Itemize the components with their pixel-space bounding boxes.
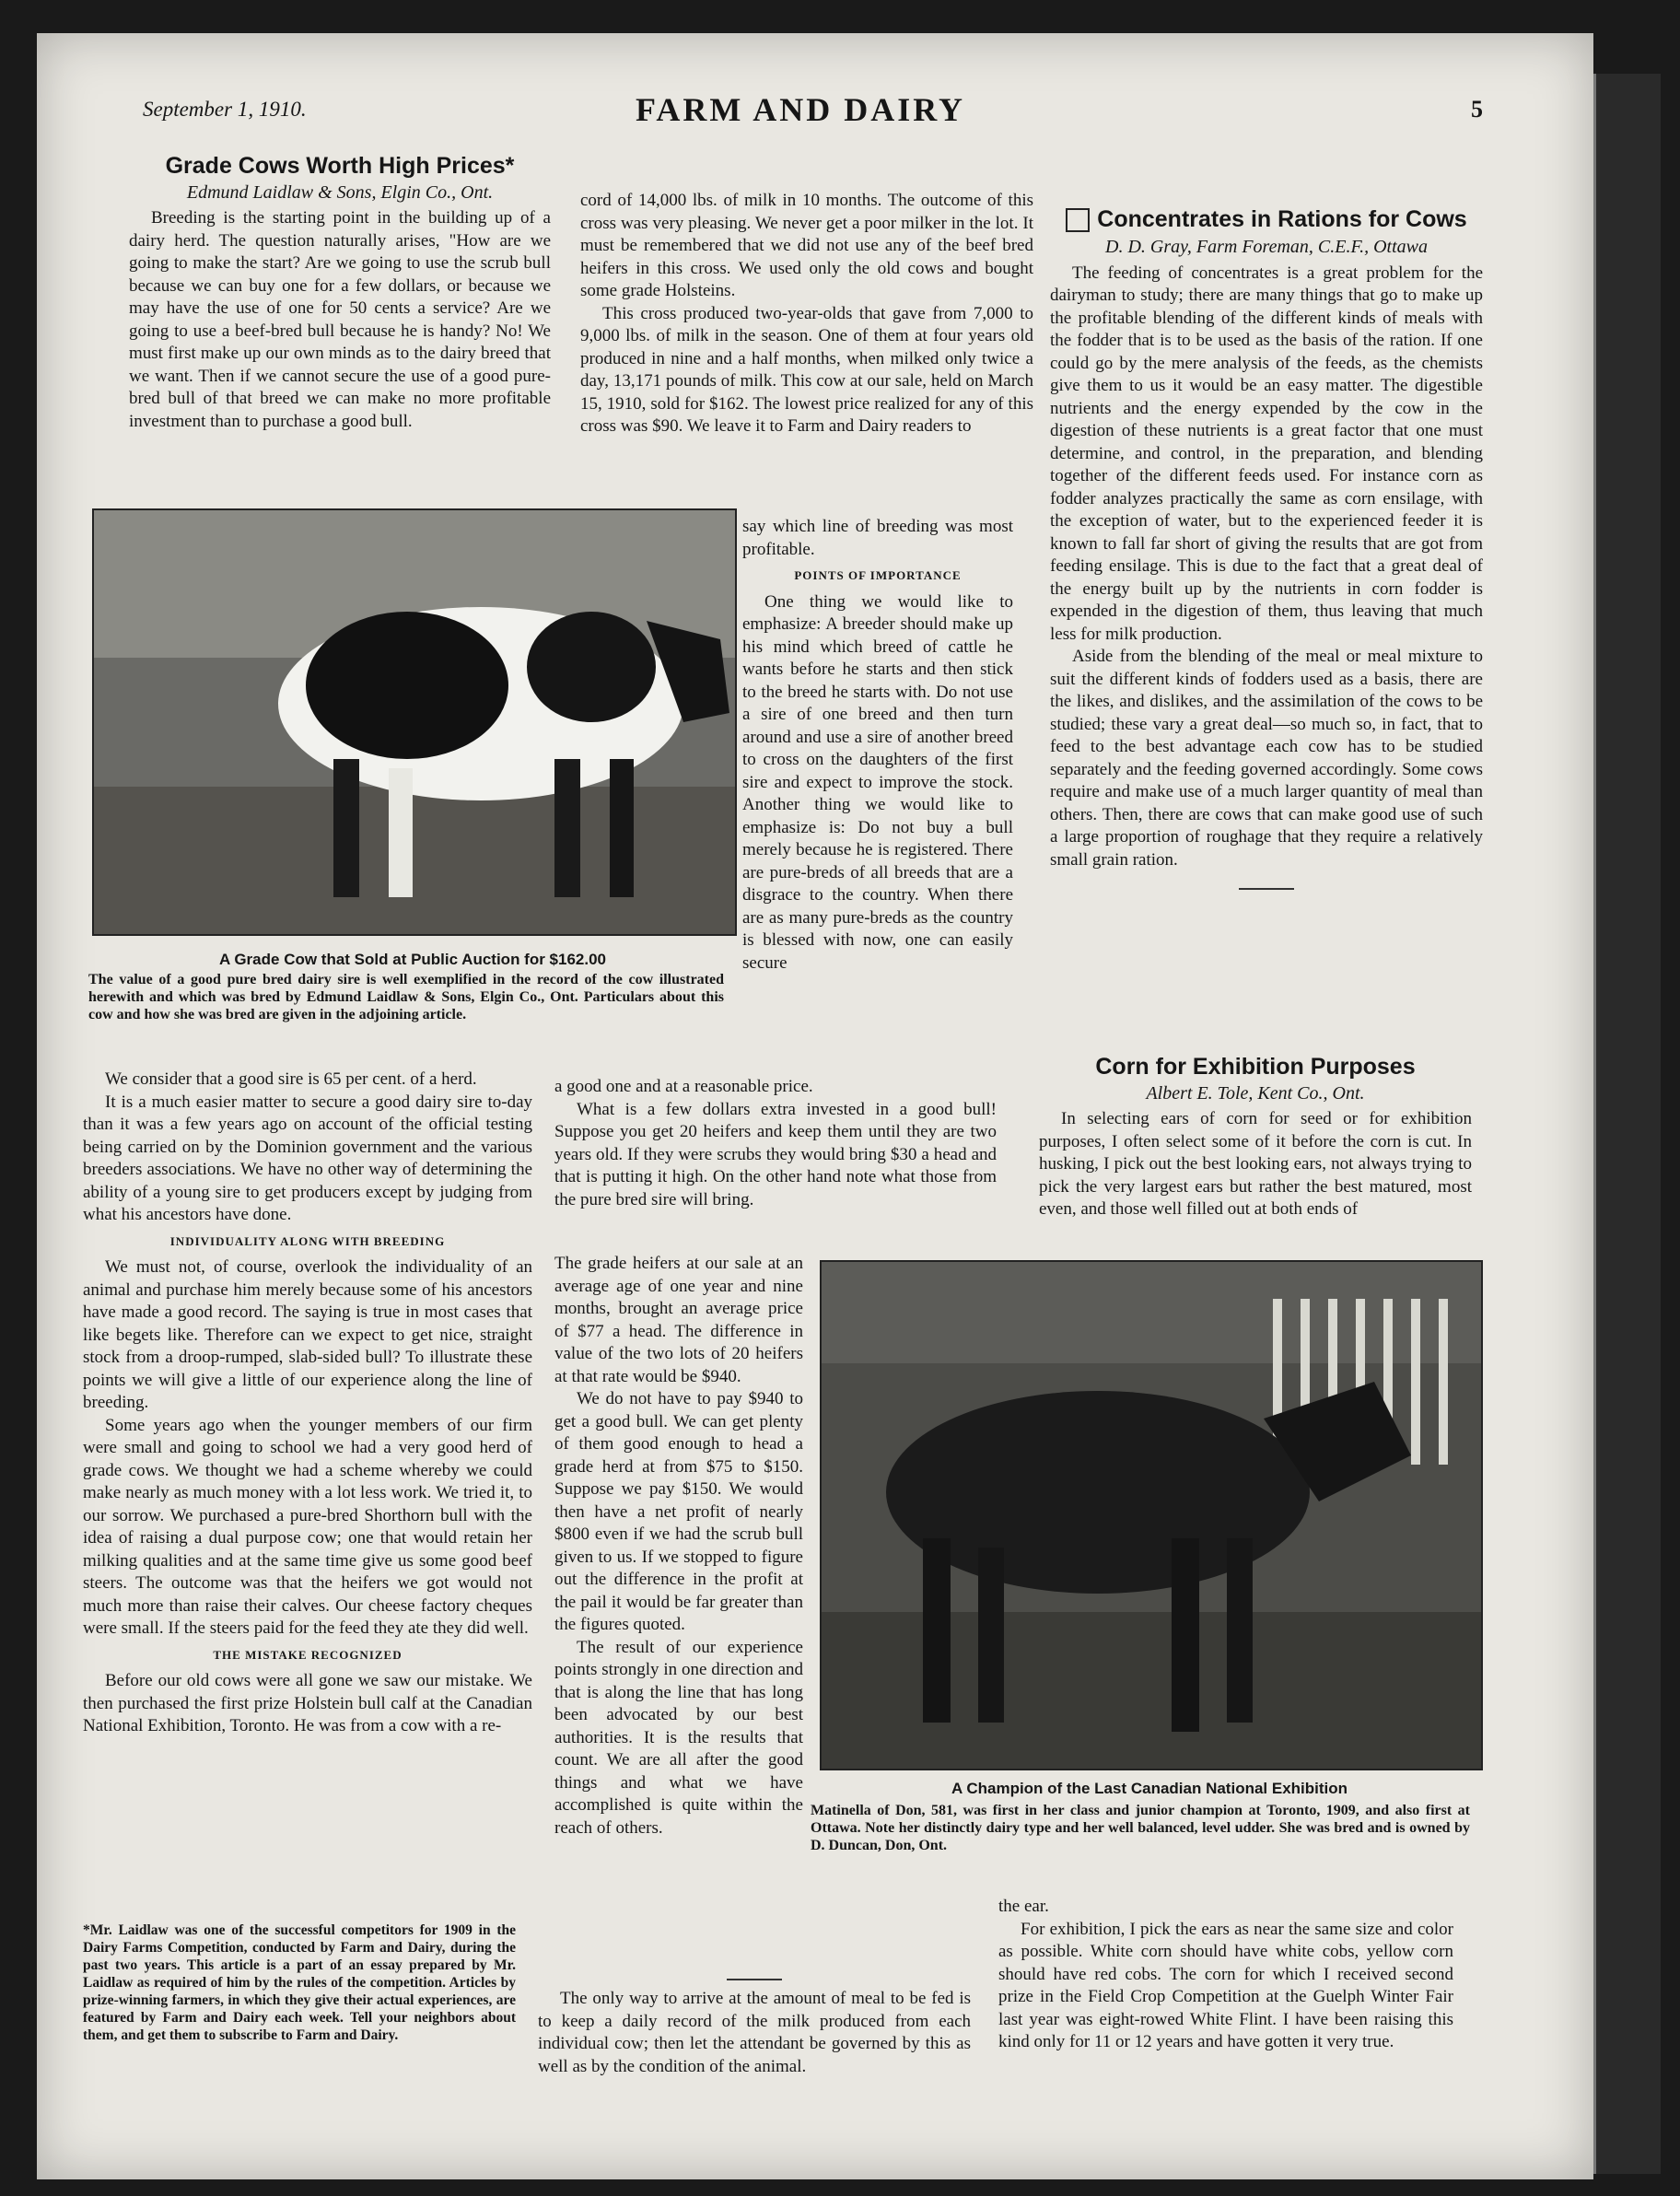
subheading: POINTS OF IMPORTANCE: [794, 568, 962, 582]
paragraph: the ear.: [998, 1897, 1049, 1916]
column-2-closing: [538, 1971, 971, 2078]
photo-caption-body: The value of a good pure bred dairy sire is well exemplified in the record of the cow illustrated herewith and which was bred by Edmund Laidlaw & Sons, Elgin Co., Ont. Particulars about this cow and how she was bred are given in the adjoining article.: [88, 972, 724, 1022]
article-title: Grade Cows Worth High Prices*: [165, 153, 515, 179]
article-byline: Edmund Laidlaw & Sons, Elgin Co., Ont.: [186, 181, 494, 203]
article-corn-top: [1039, 1056, 1472, 1221]
article-byline: D. D. Gray, Farm Foreman, C.E.F., Ottawa: [1105, 237, 1428, 258]
article-byline: Albert E. Tole, Kent Co., Ont.: [1146, 1082, 1365, 1104]
paragraph: The feeding of concentrates is a great problem for the dairyman to study; there are many things that go to make up the profitable blending of the different kinds of meals with the fodder that is to be used as the basis of the ration. If one could go by the mere analysis of the feeds, as the chemists give them to us it would be an easy matter. The digestible nutrients and the energy expended by the cow in the digestion of these nutrients is a great factor that one must determine, and control, in the preparation, and blending together of the different feeds used. For instance corn as fodder analyzes practically the same as corn ensilage, with the exception of water, but to the experienced feeder it is known to fall far short of giving the results that are got from feeding ensilage. This is due to the fact that a great deal of the energy built up by the nutrients in corn fodder is expended in the digestion of them, thus leaving that much less for milk production.: [1050, 263, 1483, 644]
column-2-top: [580, 190, 1033, 438]
paragraph: Aside from the blending of the meal or meal mixture to suit the different kinds of fodders used as a basis, there are the likes, and dislikes, and the assimilation of the cows to be studied; these vary a great deal—so much so, in fact, that to feed to the best advantage each cow has to be studied separately and the feeding governed accordingly. Some cows require and make use of a much larger quantity of meal than others. Then, there are cows that can make good use of such a large proportion of roughage that they require a relatively small grain ration.: [1050, 647, 1483, 870]
column-2-middle: [742, 516, 1013, 975]
article-corn-bottom: [998, 1896, 1453, 2054]
photo-champion-cow: [820, 1260, 1483, 1770]
cow-photo-illustration: [94, 510, 735, 934]
ornament-icon: [1066, 208, 1090, 232]
article-grade-cows-top: [129, 155, 551, 433]
paragraph: Before our old cows were all gone we saw our mistake. We then purchased the first prize Holstein bull calf at the Canadian National Exhibition, Toronto. He was from a cow with a re-: [83, 1671, 532, 1735]
paragraph: We must not, of course, overlook the individuality of an animal and purchase him merely because some of his ancestors have made a good record. The saying is true in most cases that like begets like. Therefore can we expect to get nice, straight stock from a droop-rumped, slab-sided bull? To illustrate these points we will give a little of our experience along the line of breeding.: [83, 1257, 532, 1412]
champion-cow-illustration: [822, 1262, 1481, 1769]
page-number: 5: [1471, 96, 1483, 123]
issue-date: September 1, 1910.: [143, 98, 307, 121]
paragraph: a good one and at a reasonable price.: [554, 1077, 813, 1096]
paragraph: The only way to arrive at the amount of meal to be fed is to keep a daily record of the milk produced from each individual cow; then let the attendant be governed by this as well as by the condition of the animal.: [538, 1989, 971, 2076]
page-header: [101, 64, 1492, 128]
paragraph: Breeding is the starting point in the building up of a dairy herd. The question naturally arises, "How are we going to make the start? Are we going to use the scrub bull because we can buy one for a few dollars, or because we may have the use of one for 50 cents a service? Are we going to use a beef-bred bull because he is handy? No! We must first make up our own minds as to the dairy breed that we want. Then if we cannot secure the use of a good pure-bred bull of that breed we can make no more profitable investment than to purchase a good bull.: [129, 208, 551, 431]
book-binding: [1593, 74, 1661, 2174]
paragraph: What is a few dollars extra invested in a good bull! Suppose you get 20 heifers and keep them until they are two years old. If they were scrubs they would bring $30 a head and that is putting it high. On the other hand note what those from the pure bred sire will bring.: [554, 1099, 997, 1209]
paragraph: The result of our experience points strongly in one direction and that is along the line that has long been advocated by our best authorities. It is the results that count. We are all after the good things and what we have accomplished is quite within the reach of others.: [554, 1637, 803, 1838]
paragraph: It is a much easier matter to secure a good dairy sire to-day than it was a few years ago on account of the official testing being carried on by the Dominion government and the various breeders associations. We have no other way of determining the ability of a young sire to get producers except by judging from what his ancestors have done.: [83, 1092, 532, 1224]
paragraph: This cross produced two-year-olds that gave from 7,000 to 9,000 lbs. of milk in the season. One of them at four years old produced in nine and a half months, when milked only twice a day, 13,171 pounds of milk. This cow at our sale, held on March 15, 1910, sold for $162. The lowest price realized for any of this cross was $90. We leave it to Farm and Dairy readers to: [580, 303, 1033, 436]
paragraph: For exhibition, I pick the ears as near the same size and color as possible. White corn should have white cobs, yellow corn should have red cobs. The corn for which I received second prize in the Field Crop Competition at the Guelph Winter Fair last year was eight-rowed White Flint. I have been raising this kind only for 11 or 12 years and have gotten it very true.: [998, 1919, 1453, 2051]
subheading: THE MISTAKE RECOGNIZED: [213, 1647, 402, 1662]
photo-caption-body: Matinella of Don, 581, was first in her class and junior champion at Toronto, 1909, and also first at Ottawa. Note her distinctly dairy type and her well balanced, level udder. She was bred and is owned by D. Duncan, Don, Ont.: [811, 1803, 1470, 1853]
paragraph: cord of 14,000 lbs. of milk in 10 months. The outcome of this cross was very pleasing. We never get a poor milker in the lot. It must be remembered that we did not use any of the beef bred heifers in this cross. We used only the old cows and bought some grade Holsteins.: [580, 191, 1033, 300]
column-2-bottom-a: [554, 1076, 997, 1211]
divider: [1239, 888, 1294, 890]
subheading: INDIVIDUALITY ALONG WITH BREEDING: [169, 1233, 446, 1248]
article-grade-cows-bottom: [83, 1069, 532, 1738]
paragraph: The grade heifers at our sale at an average age of one year and nine months, brought an average price of $77 a head. The difference in value of the two lots of 20 heifers at that rate would be $940.: [554, 1254, 803, 1386]
column-2-bottom-b: [554, 1253, 803, 1840]
article-concentrates: [1050, 208, 1483, 897]
photo-caption-title: A Champion of the Last Canadian National Exhibition: [951, 1780, 1348, 1797]
paragraph: Some years ago when the younger members of our firm were small and going to school we had a very good herd of grade cows. We thought we had a scheme whereby we could make nearly as much money with a lot less work. We tried it, to our sorrow. We purchased a pure-bred Shorthorn bull with the idea of raising a dual purpose cow; one that would retain her milking qualities and at the same time give us some good beef steers. The outcome was that the heifers we got would not much more than raise their calves. Our cheese factory cheques were small. If the steers paid for the feed they ate they did well.: [83, 1415, 532, 1638]
photo-caption-title: A Grade Cow that Sold at Public Auction for $162.00: [218, 951, 607, 968]
paragraph: In selecting ears of corn for seed or for exhibition purposes, I often select some of it before the corn is cut. In husking, I pick out the best looking ears, not always trying to pick the very largest ears but rather the best matured, most even, and those well filled out at both ends of: [1039, 1109, 1472, 1219]
paragraph: say which line of breeding was most profitable.: [742, 517, 1013, 559]
article-title-text: Concentrates in Rations for Cows: [1097, 206, 1467, 232]
article-title: [1050, 208, 1483, 232]
footnote: *Mr. Laidlaw was one of the successful competitors for 1909 in the Dairy Farms Competition, conducted by Farm and Dairy, during the past two years. This article is a part of an essay prepared by Mr. Laidlaw as required of him by the rules of the competition. Articles by prize-winning farmers, in which they give their actual experiences, are featured by Farm and Dairy each week. Tell your neighbors about them, and get them to subscribe to Farm and Dairy.: [83, 1922, 516, 2043]
photo-grade-cow: [92, 508, 737, 936]
article-title: Corn for Exhibition Purposes: [1095, 1054, 1416, 1080]
paragraph: We do not have to pay $940 to get a good bull. We can get plenty of them good enough to head a grade herd at from $75 to $150. Suppose we pay $150. We would then have a net profit of nearly $800 even if we had the scrub bull given to us. If we stopped to figure out the difference in the profit at the pail it would be far greater than the figures quoted.: [554, 1389, 803, 1634]
divider: [727, 1979, 782, 1980]
paragraph: We consider that a good sire is 65 per cent. of a herd.: [105, 1069, 477, 1089]
paragraph: One thing we would like to emphasize: A breeder should make up his mind which breed of cattle he wants before he starts and then stick to the breed he starts with. Do not use a sire of one breed and then turn around and use a sire of another breed to cross on the daughters of the first sire and expect to improve the stock. Another thing we would like to emphasize is: Do not buy a bull merely because he is registered. There are pure-breds of all breeds that are a disgrace to the country. When there are as many pure-breds as the country is blessed with now, one can easily secure: [742, 591, 1013, 973]
masthead-title: FARM AND DAIRY: [636, 91, 966, 128]
